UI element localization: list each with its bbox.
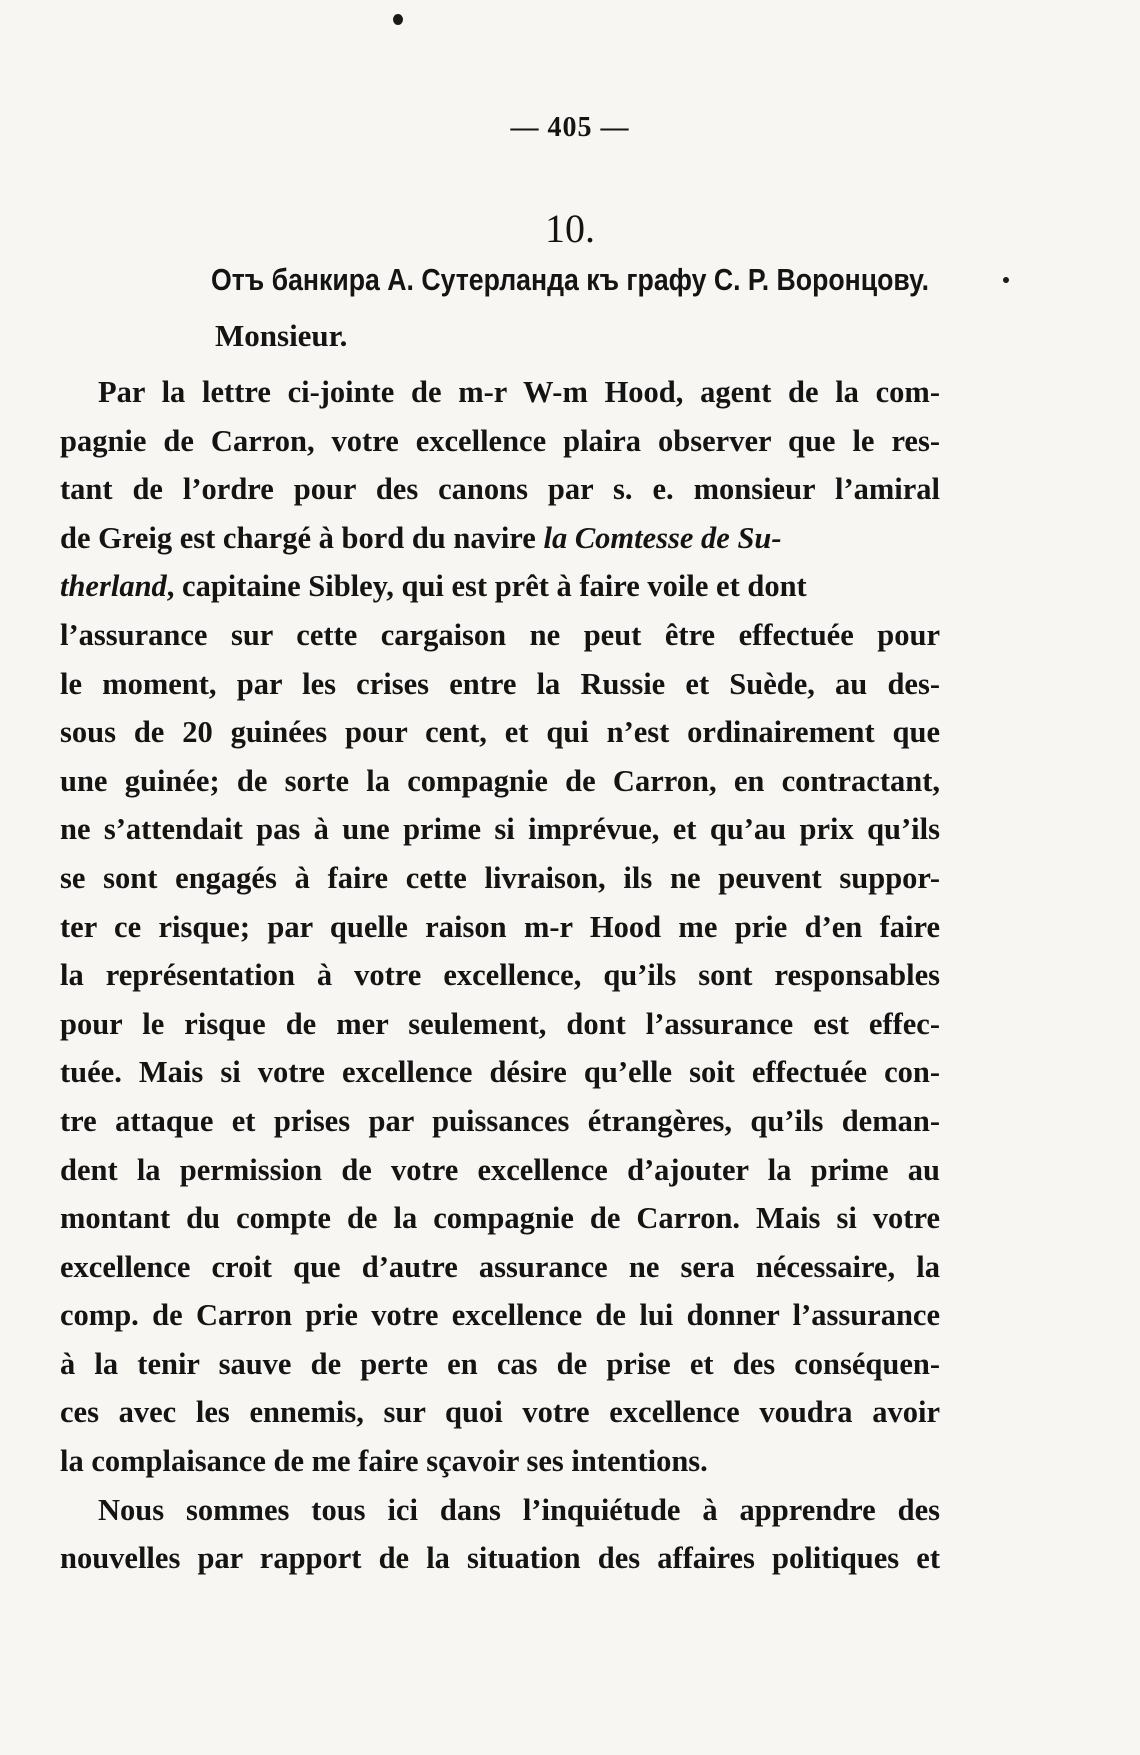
text-line: le moment, par les crises entre la Russie et Suède, au des- — [60, 666, 940, 701]
salutation: Monsieur. — [215, 318, 348, 353]
text-line: tant de l’ordre pour des canons par s. e. monsieur l’amiral — [60, 472, 940, 507]
text-line: une guinée; de sorte la compagnie de Carron, en contractant, — [60, 763, 940, 798]
page-number: — 405 — — [510, 112, 630, 143]
text-line: à la tenir sauve de perte en cas de prise et des conséquen- — [60, 1346, 940, 1381]
text-line: se sont engagés à faire cette livraison, ils ne peuvent suppor- — [60, 860, 940, 895]
letter-heading: Отъ банкира А. Сутерланда къ графу С. Р. Воронцову. — [210, 262, 930, 297]
text-line: la représentation à votre excellence, qu’ils sont responsables — [60, 958, 940, 993]
text-line: sous de 20 guinées pour cent, et qui n’est ordinairement que — [60, 715, 940, 750]
ship-name: la Comtesse de Su- — [543, 520, 782, 555]
text-line: la complaisance de me faire sçavoir ses intentions. — [60, 1444, 708, 1479]
text-line: ces avec les ennemis, sur quoi votre excellence voudra avoir — [60, 1395, 940, 1430]
text-line: l’assurance sur cette cargaison ne peut être effectuée pour — [60, 617, 940, 652]
text-line: pour le risque de mer seulement, dont l’assurance est effec- — [60, 1006, 940, 1041]
text-line: dent la permission de votre excellence d’ajouter la prime au — [60, 1152, 940, 1187]
text-line: ter ce risque; par quelle raison m-r Hood me prie d’en faire — [60, 909, 940, 944]
ink-speck — [1003, 277, 1009, 283]
text-line: comp. de Carron prie votre excellence de lui donner l’assurance — [60, 1298, 940, 1333]
letter-body — [60, 368, 940, 1583]
text-line: pagnie de Carron, votre excellence plaira observer que le res- — [60, 423, 940, 458]
letter-number: 10. — [545, 206, 595, 251]
ink-speck — [393, 14, 403, 25]
text-line: de Greig est chargé à bord du navire la Comtesse de Su- — [60, 520, 782, 555]
text-line: nouvelles par rapport de la situation des affaires politiques et — [60, 1541, 940, 1576]
text-line: tuée. Mais si votre excellence désire qu’elle soit effectuée con- — [60, 1055, 940, 1090]
ship-name: therland — [60, 569, 167, 604]
text-line: excellence croit que d’autre assurance ne sera nécessaire, la — [60, 1249, 940, 1284]
text-line: montant du compte de la compagnie de Carron. Mais si votre — [60, 1201, 940, 1236]
text-line: tre attaque et prises par puissances étrangères, qu’ils deman- — [60, 1103, 940, 1138]
text-line: therland, capitaine Sibley, qui est prêt à faire voile et dont — [60, 569, 807, 604]
text-line: ne s’attendait pas à une prime si imprévue, et qu’au prix qu’ils — [60, 812, 940, 847]
text-line: Nous sommes tous ici dans l’inquiétude à apprendre des — [98, 1492, 940, 1527]
text-line: Par la lettre ci-jointe de m-r W-m Hood, agent de la com- — [98, 375, 940, 409]
